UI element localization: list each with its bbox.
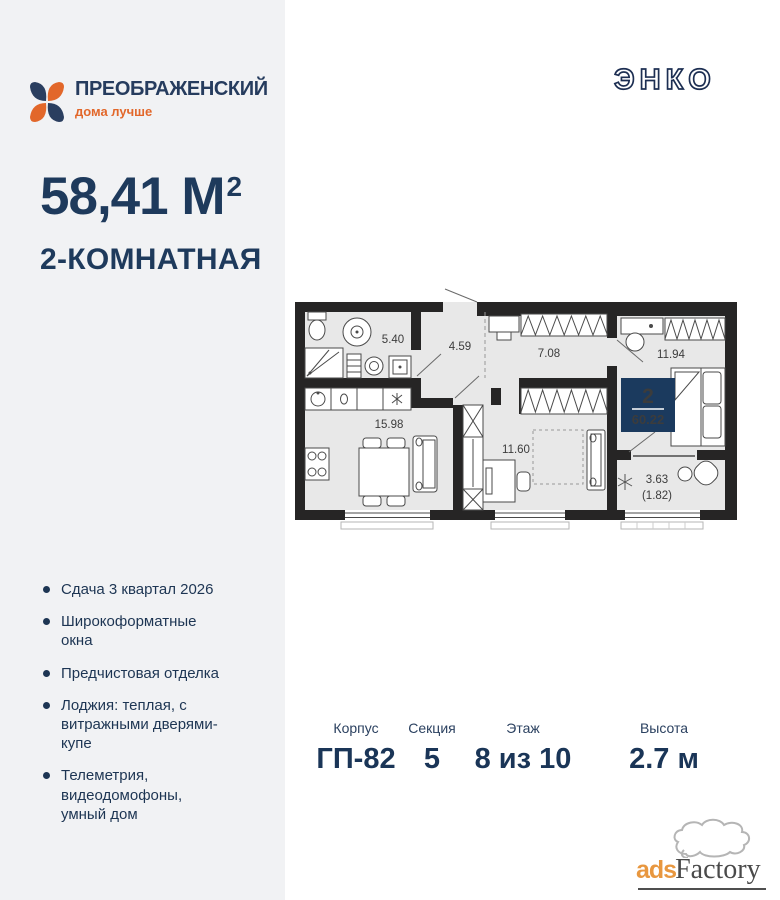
toilet-icon <box>308 312 326 340</box>
badge-total-area: 60.22 <box>631 412 665 427</box>
feature-item: Широкоформатные окна <box>42 612 227 650</box>
washbasin-round-icon <box>365 357 383 375</box>
wall-bottom-3 <box>565 510 625 520</box>
window-living <box>495 513 565 518</box>
stat-label: Высота <box>639 720 689 736</box>
cloud-icon <box>658 816 758 858</box>
washing-machine-icon <box>343 318 371 346</box>
wall-stub <box>491 388 501 405</box>
adsfactory-watermark <box>636 816 776 896</box>
wall-bottom-1 <box>295 510 345 520</box>
badge-rooms-count: 2 <box>642 385 654 408</box>
brand-name: ПРЕОБРАЖЕНСКИЙ <box>75 78 268 100</box>
shower-icon <box>305 348 343 378</box>
feature-item: Лоджия: теплая, с витражными дверями-купе <box>42 696 227 754</box>
wall-corridor-bottom <box>519 378 607 388</box>
sill-living <box>491 522 569 529</box>
sill-kitchen <box>341 522 433 529</box>
stat-etazh <box>475 720 572 776</box>
room-label-bedroom: 11.94 <box>657 349 685 361</box>
features-list <box>42 580 227 837</box>
stat-sekciya <box>408 720 455 776</box>
stove-icon <box>305 448 329 480</box>
sill-loggia <box>621 522 703 529</box>
stat-value: 2.7 м <box>629 743 699 775</box>
feature-item: Сдача 3 квартал 2026 <box>42 580 227 599</box>
wall-bottom-2 <box>430 510 495 520</box>
square-sup: 2 <box>226 171 242 202</box>
kitchen-sofa-icon <box>413 436 437 492</box>
stat-value: ГП-82 <box>316 743 396 775</box>
room-label-room: 11.60 <box>502 444 530 456</box>
living-sofa-icon <box>587 430 605 490</box>
entrance-door-swing <box>445 289 477 302</box>
towel-rail-icon <box>347 354 361 378</box>
wall-bedroom-left <box>607 366 617 510</box>
flower-logo-icon <box>28 80 66 124</box>
room-label-hall: 4.59 <box>448 341 472 353</box>
wall-bathroom-bottom <box>305 378 421 388</box>
bed-icon <box>671 368 725 446</box>
stat-label: Этаж <box>506 720 540 736</box>
room-label-corridor: 7.08 <box>537 348 561 360</box>
brand-logo <box>28 78 268 124</box>
stat-label: Корпус <box>333 720 379 736</box>
wardrobe-bedroom-icon <box>665 318 725 340</box>
loggia-table-icon <box>678 467 692 481</box>
room-label-bathroom: 5.40 <box>381 334 405 346</box>
wall-kitchen-top <box>421 398 453 408</box>
wall-bedroom-left-top <box>607 312 617 338</box>
wardrobe-corridor-icon <box>521 314 607 336</box>
watermark-ads: ads <box>636 856 677 884</box>
stat-label: Секция <box>408 720 456 736</box>
wall-top-left <box>295 302 443 312</box>
wall-bottom-4 <box>700 510 737 520</box>
rooms-area-badge <box>621 378 675 432</box>
wall-kitchen-corridor <box>453 405 463 510</box>
brand-tagline: дома лучше <box>75 104 153 119</box>
floor-plan <box>295 280 737 532</box>
dining-table-icon <box>359 438 409 506</box>
room-label-loggia: 3.63 <box>645 474 669 486</box>
feature-item: Предчистовая отделка <box>42 664 227 683</box>
kitchen-counter <box>305 388 411 410</box>
developer-logo-enko <box>612 60 747 98</box>
window-kitchen <box>345 513 430 518</box>
wall-right <box>725 302 737 520</box>
developer-logo-text: ЭНКО <box>614 64 716 96</box>
apartment-area-title: 58,41 $М^2$ <box>40 167 242 226</box>
watermark-factory: Factory <box>675 854 761 885</box>
rooms-count-title: 2-КОМНАТНАЯ <box>40 243 262 276</box>
room-label-loggia-coef: (1.82) <box>641 490 673 502</box>
window-loggia <box>625 513 700 518</box>
wall-loggia-2 <box>697 450 725 460</box>
washbasin-rect-icon <box>389 356 411 378</box>
shaft-column <box>463 405 483 510</box>
room-label-kitchen: 15.98 <box>374 419 404 431</box>
watermark-underline <box>638 888 766 890</box>
stat-value: 8 из 10 <box>474 743 572 775</box>
stat-value: 5 <box>423 743 441 775</box>
wall-step <box>411 378 421 408</box>
wall-bathroom-right <box>411 312 421 350</box>
stat-vysota <box>629 720 699 776</box>
stat-korpus <box>316 720 395 776</box>
wardrobe-living-icon <box>521 388 607 414</box>
feature-item: Телеметрия, видеодомофоны, умный дом <box>42 766 227 824</box>
wall-left <box>295 302 305 520</box>
